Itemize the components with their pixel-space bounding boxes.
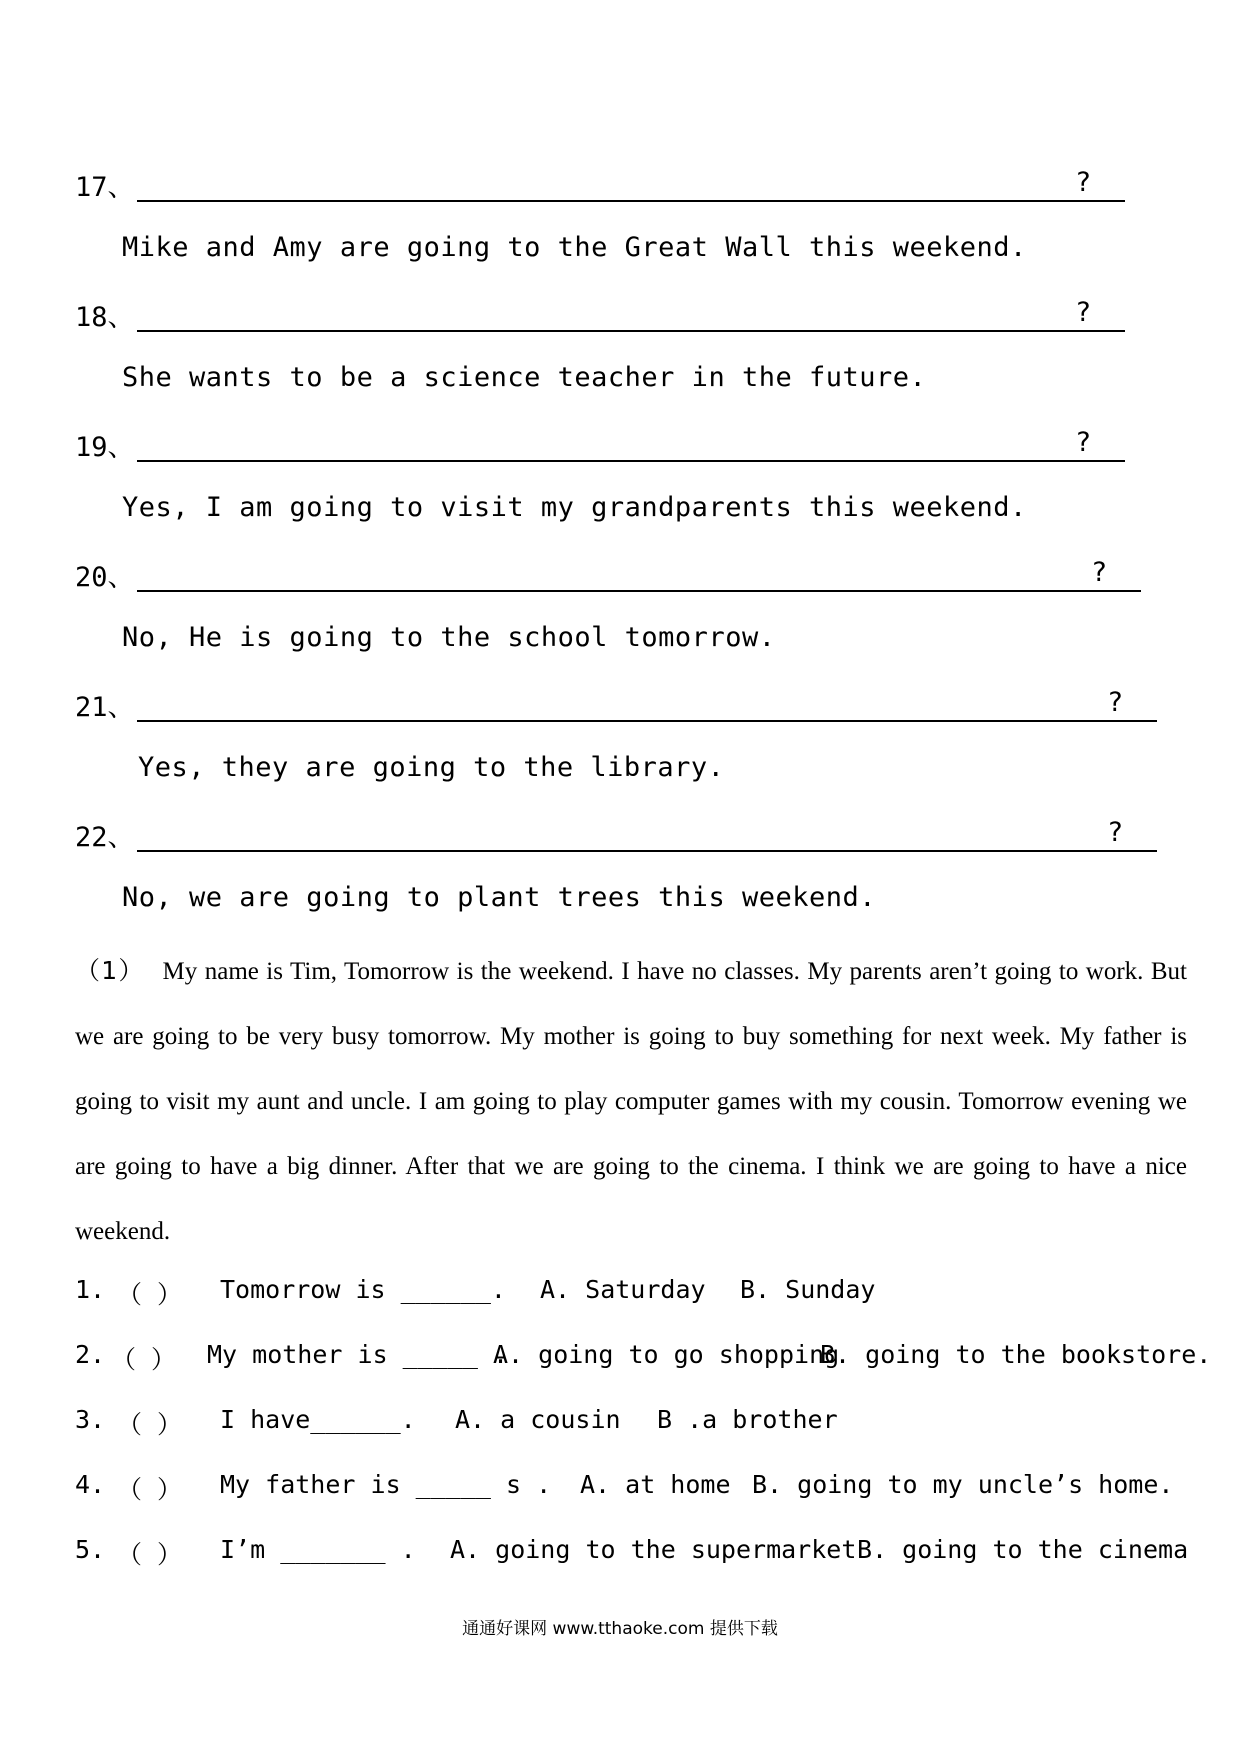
choice-stem: I have______.: [220, 1405, 416, 1434]
reading-passage: [75, 938, 1187, 1264]
question-mark: ?: [1107, 817, 1124, 848]
option-a: A. at home: [580, 1470, 731, 1499]
answer-bracket[interactable]: （ ）: [117, 1475, 183, 1504]
answer-bracket[interactable]: （ ）: [117, 1410, 183, 1439]
answer-sentence: She wants to be a science teacher in the future.: [122, 362, 927, 393]
answer-blank-line[interactable]: [137, 590, 1141, 592]
option-a: A. going to the supermarket: [450, 1535, 857, 1564]
question-number: 21、: [75, 692, 135, 723]
answer-blank-line[interactable]: [137, 330, 1125, 332]
answer-bracket[interactable]: （ ）: [117, 1540, 183, 1569]
answer-sentence: Mike and Amy are going to the Great Wall this weekend.: [122, 232, 1027, 263]
choice-number: 2.: [75, 1340, 106, 1369]
option-b: B. going to my uncle’s home.: [752, 1470, 1174, 1499]
answer-bracket[interactable]: （ ）: [111, 1345, 177, 1374]
answer-blank-line[interactable]: [137, 720, 1157, 722]
option-b: B. Sunday: [740, 1275, 876, 1304]
option-b: B .a brother: [657, 1405, 838, 1434]
question-mark: ?: [1091, 557, 1108, 588]
question-number: 19、: [75, 432, 135, 463]
choice-question: [75, 1405, 1187, 1445]
answer-blank-line[interactable]: [137, 200, 1125, 202]
answer-bracket[interactable]: （ ）: [117, 1280, 183, 1309]
answer-blank-line[interactable]: [137, 850, 1157, 852]
question-mark: ?: [1107, 687, 1124, 718]
choice-stem: My father is _____ s .: [220, 1470, 552, 1499]
option-b: B. going to the bookstore.: [820, 1340, 1212, 1369]
answer-sentence: No, we are going to plant trees this weekend.: [122, 882, 876, 913]
choice-number: 5.: [75, 1535, 106, 1564]
choice-question: [75, 1535, 1187, 1575]
question-number: 22、: [75, 822, 135, 853]
passage-label: （1）: [75, 956, 145, 985]
question-number: 17、: [75, 172, 135, 203]
option-b: B. going to the cinema: [857, 1535, 1189, 1564]
choice-number: 3.: [75, 1405, 106, 1434]
choice-number: 4.: [75, 1470, 106, 1499]
option-a: A. a cousin: [455, 1405, 621, 1434]
answer-sentence: Yes, they are going to the library.: [138, 752, 725, 783]
question-number: 18、: [75, 302, 135, 333]
choice-question: [75, 1340, 1212, 1380]
question-mark: ?: [1075, 297, 1092, 328]
footer-credit: 通通好课网 www.tthaoke.com 提供下载: [462, 1619, 778, 1639]
choice-stem: Tomorrow is ______.: [220, 1275, 506, 1304]
choice-question: [75, 1470, 1187, 1510]
question-mark: ?: [1075, 427, 1092, 458]
answer-blank-line[interactable]: [137, 460, 1125, 462]
passage-text: My name is Tim, Tomorrow is the weekend. I have no classes. My parents aren’t going to work. But we are going to be very busy tomorrow. My mother is going to buy something for next week. My father is going to visit my aunt and uncle. I am going to play computer games with my cousin. Tomorrow evening we are going to have a big dinner. After that we are going to the cinema. I think we are going to have a nice weekend.: [75, 958, 1188, 1245]
choice-stem: I’m _______ .: [220, 1535, 416, 1564]
answer-sentence: No, He is going to the school tomorrow.: [122, 622, 776, 653]
option-a: A. Saturday: [540, 1275, 706, 1304]
choice-stem: My mother is _____ .: [207, 1340, 509, 1369]
question-number: 20、: [75, 562, 135, 593]
choice-question: [75, 1275, 1187, 1315]
question-mark: ?: [1075, 167, 1092, 198]
answer-sentence: Yes, I am going to visit my grandparents this weekend.: [122, 492, 1027, 523]
choice-number: 1.: [75, 1275, 106, 1304]
option-a: A. going to go shopping: [493, 1340, 840, 1369]
